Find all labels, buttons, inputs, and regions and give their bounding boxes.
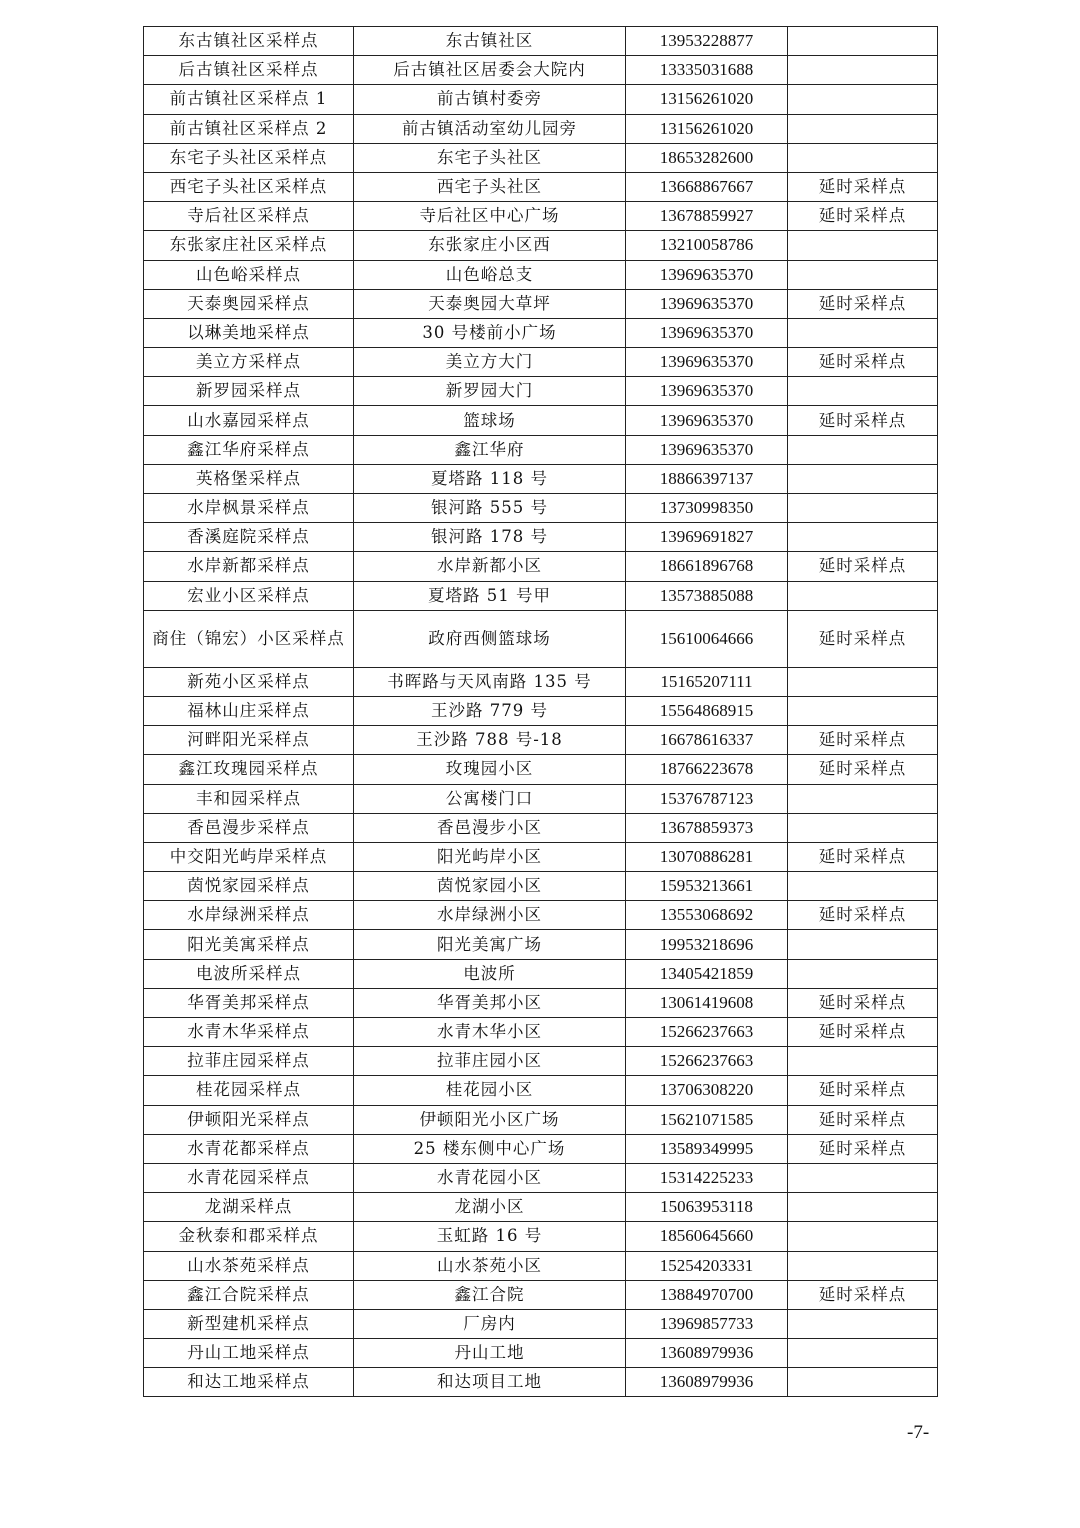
note-cell	[788, 114, 938, 143]
phone-cell: 13969635370	[626, 377, 788, 406]
phone-cell: 13678859373	[626, 813, 788, 842]
site-name-cell: 后古镇社区采样点	[144, 56, 354, 85]
site-name-cell: 阳光美寓采样点	[144, 930, 354, 959]
site-name-cell: 拉菲庄园采样点	[144, 1047, 354, 1076]
address-cell: 鑫江华府	[354, 435, 626, 464]
table-row	[144, 1251, 938, 1280]
address-cell: 山色峪总支	[354, 260, 626, 289]
note-cell: 延时采样点	[788, 901, 938, 930]
site-name-cell: 桂花园采样点	[144, 1076, 354, 1105]
note-cell: 延时采样点	[788, 1134, 938, 1163]
table-row	[144, 27, 938, 56]
phone-cell: 13573885088	[626, 581, 788, 610]
address-cell: 拉菲庄园小区	[354, 1047, 626, 1076]
site-name-cell: 山水嘉园采样点	[144, 406, 354, 435]
site-name-cell: 宏业小区采样点	[144, 581, 354, 610]
phone-cell: 13608979936	[626, 1339, 788, 1368]
note-cell	[788, 1222, 938, 1251]
table-row	[144, 231, 938, 260]
site-name-cell: 东宅子头社区采样点	[144, 143, 354, 172]
phone-cell: 15621071585	[626, 1105, 788, 1134]
phone-cell: 18766223678	[626, 755, 788, 784]
address-cell: 水青花园小区	[354, 1163, 626, 1192]
site-name-cell: 西宅子头社区采样点	[144, 172, 354, 201]
table-row	[144, 872, 938, 901]
phone-cell: 13953228877	[626, 27, 788, 56]
note-cell: 延时采样点	[788, 348, 938, 377]
address-cell: 电波所	[354, 959, 626, 988]
address-cell: 玫瑰园小区	[354, 755, 626, 784]
address-cell: 后古镇社区居委会大院内	[354, 56, 626, 85]
note-cell	[788, 318, 938, 347]
address-cell: 夏塔路 118 号	[354, 464, 626, 493]
phone-cell: 18866397137	[626, 464, 788, 493]
phone-cell: 13589349995	[626, 1134, 788, 1163]
table-row	[144, 696, 938, 725]
address-cell: 银河路 555 号	[354, 494, 626, 523]
phone-cell: 13969635370	[626, 348, 788, 377]
note-cell	[788, 143, 938, 172]
site-name-cell: 龙湖采样点	[144, 1193, 354, 1222]
table-row	[144, 1163, 938, 1192]
address-cell: 茵悦家园小区	[354, 872, 626, 901]
page-number: -7-	[907, 1422, 930, 1443]
site-name-cell: 寺后社区采样点	[144, 202, 354, 231]
site-name-cell: 鑫江玫瑰园采样点	[144, 755, 354, 784]
site-name-cell: 丰和园采样点	[144, 784, 354, 813]
site-name-cell: 以琳美地采样点	[144, 318, 354, 347]
table-row	[144, 172, 938, 201]
site-name-cell: 前古镇社区采样点 2	[144, 114, 354, 143]
note-cell	[788, 464, 938, 493]
note-cell	[788, 377, 938, 406]
site-name-cell: 河畔阳光采样点	[144, 726, 354, 755]
phone-cell: 15266237663	[626, 1018, 788, 1047]
note-cell: 延时采样点	[788, 1076, 938, 1105]
note-cell	[788, 56, 938, 85]
table-row	[144, 552, 938, 581]
note-cell: 延时采样点	[788, 842, 938, 871]
table-row	[144, 260, 938, 289]
note-cell: 延时采样点	[788, 1105, 938, 1134]
phone-cell: 15266237663	[626, 1047, 788, 1076]
phone-cell: 15610064666	[626, 610, 788, 667]
site-name-cell: 天泰奥园采样点	[144, 289, 354, 318]
address-cell: 东古镇社区	[354, 27, 626, 56]
phone-cell: 13405421859	[626, 959, 788, 988]
note-cell	[788, 1339, 938, 1368]
phone-cell: 15953213661	[626, 872, 788, 901]
note-cell: 延时采样点	[788, 1280, 938, 1309]
address-cell: 阳光屿岸小区	[354, 842, 626, 871]
site-name-cell: 金秋泰和郡采样点	[144, 1222, 354, 1251]
phone-cell: 13969635370	[626, 435, 788, 464]
address-cell: 伊顿阳光小区广场	[354, 1105, 626, 1134]
note-cell: 延时采样点	[788, 406, 938, 435]
phone-cell: 13070886281	[626, 842, 788, 871]
phone-cell: 15314225233	[626, 1163, 788, 1192]
address-cell: 丹山工地	[354, 1339, 626, 1368]
phone-cell: 16678616337	[626, 726, 788, 755]
note-cell	[788, 27, 938, 56]
phone-cell: 13969691827	[626, 523, 788, 552]
note-cell	[788, 1368, 938, 1397]
table-row	[144, 318, 938, 347]
note-cell	[788, 1047, 938, 1076]
table-row	[144, 988, 938, 1017]
site-name-cell: 新型建机采样点	[144, 1309, 354, 1338]
site-name-cell: 水青花园采样点	[144, 1163, 354, 1192]
table-row	[144, 56, 938, 85]
address-cell: 山水茶苑小区	[354, 1251, 626, 1280]
site-name-cell: 山水茶苑采样点	[144, 1251, 354, 1280]
sampling-points-table	[143, 26, 938, 1397]
table-row	[144, 1222, 938, 1251]
phone-cell: 15376787123	[626, 784, 788, 813]
table-row	[144, 784, 938, 813]
address-cell: 新罗园大门	[354, 377, 626, 406]
table-row	[144, 143, 938, 172]
address-cell: 王沙路 779 号	[354, 696, 626, 725]
note-cell	[788, 667, 938, 696]
site-name-cell: 前古镇社区采样点 1	[144, 85, 354, 114]
note-cell	[788, 930, 938, 959]
address-cell: 东张家庄小区西	[354, 231, 626, 260]
address-cell: 水岸新都小区	[354, 552, 626, 581]
site-name-cell: 电波所采样点	[144, 959, 354, 988]
address-cell: 水岸绿洲小区	[354, 901, 626, 930]
table-row	[144, 202, 938, 231]
note-cell	[788, 494, 938, 523]
site-name-cell: 伊顿阳光采样点	[144, 1105, 354, 1134]
note-cell	[788, 1309, 938, 1338]
note-cell	[788, 260, 938, 289]
address-cell: 公寓楼门口	[354, 784, 626, 813]
address-cell: 寺后社区中心广场	[354, 202, 626, 231]
table-row	[144, 1368, 938, 1397]
address-cell: 天泰奥园大草坪	[354, 289, 626, 318]
note-cell	[788, 1163, 938, 1192]
table-row	[144, 581, 938, 610]
note-cell: 延时采样点	[788, 289, 938, 318]
note-cell	[788, 85, 938, 114]
site-name-cell: 新苑小区采样点	[144, 667, 354, 696]
address-cell: 书晖路与天风南路 135 号	[354, 667, 626, 696]
note-cell	[788, 435, 938, 464]
phone-cell: 13156261020	[626, 85, 788, 114]
table-row	[144, 1047, 938, 1076]
note-cell	[788, 231, 938, 260]
phone-cell: 13969635370	[626, 318, 788, 347]
site-name-cell: 丹山工地采样点	[144, 1339, 354, 1368]
table-row	[144, 114, 938, 143]
address-cell: 西宅子头社区	[354, 172, 626, 201]
table-row	[144, 959, 938, 988]
note-cell: 延时采样点	[788, 172, 938, 201]
phone-cell: 13969635370	[626, 406, 788, 435]
table-row	[144, 667, 938, 696]
site-name-cell: 新罗园采样点	[144, 377, 354, 406]
note-cell: 延时采样点	[788, 1018, 938, 1047]
phone-cell: 13061419608	[626, 988, 788, 1017]
address-cell: 前古镇村委旁	[354, 85, 626, 114]
table-row	[144, 813, 938, 842]
note-cell: 延时采样点	[788, 726, 938, 755]
phone-cell: 18661896768	[626, 552, 788, 581]
phone-cell: 13156261020	[626, 114, 788, 143]
site-name-cell: 山色峪采样点	[144, 260, 354, 289]
site-name-cell: 中交阳光屿岸采样点	[144, 842, 354, 871]
address-cell: 香邑漫步小区	[354, 813, 626, 842]
address-cell: 美立方大门	[354, 348, 626, 377]
table-row	[144, 901, 938, 930]
site-name-cell: 鑫江合院采样点	[144, 1280, 354, 1309]
address-cell: 鑫江合院	[354, 1280, 626, 1309]
table-row	[144, 289, 938, 318]
site-name-cell: 福林山庄采样点	[144, 696, 354, 725]
site-name-cell: 香邑漫步采样点	[144, 813, 354, 842]
address-cell: 夏塔路 51 号甲	[354, 581, 626, 610]
address-cell: 东宅子头社区	[354, 143, 626, 172]
address-cell: 和达项目工地	[354, 1368, 626, 1397]
phone-cell: 13730998350	[626, 494, 788, 523]
note-cell	[788, 1251, 938, 1280]
site-name-cell: 水岸绿洲采样点	[144, 901, 354, 930]
site-name-cell: 华胥美邦采样点	[144, 988, 354, 1017]
site-name-cell: 鑫江华府采样点	[144, 435, 354, 464]
site-name-cell: 美立方采样点	[144, 348, 354, 377]
note-cell	[788, 696, 938, 725]
site-name-cell: 英格堡采样点	[144, 464, 354, 493]
table-row	[144, 610, 938, 667]
phone-cell: 13553068692	[626, 901, 788, 930]
note-cell	[788, 523, 938, 552]
table-row	[144, 1280, 938, 1309]
phone-cell: 13608979936	[626, 1368, 788, 1397]
table-row	[144, 85, 938, 114]
table-row	[144, 1076, 938, 1105]
table-row	[144, 726, 938, 755]
note-cell: 延时采样点	[788, 755, 938, 784]
note-cell	[788, 959, 938, 988]
note-cell	[788, 813, 938, 842]
phone-cell: 13210058786	[626, 231, 788, 260]
phone-cell: 15564868915	[626, 696, 788, 725]
note-cell	[788, 784, 938, 813]
address-cell: 政府西侧篮球场	[354, 610, 626, 667]
address-cell: 玉虹路 16 号	[354, 1222, 626, 1251]
table-row	[144, 755, 938, 784]
address-cell: 银河路 178 号	[354, 523, 626, 552]
phone-cell: 13668867667	[626, 172, 788, 201]
note-cell	[788, 872, 938, 901]
phone-cell: 13678859927	[626, 202, 788, 231]
table-row	[144, 1018, 938, 1047]
table-row	[144, 377, 938, 406]
table-row	[144, 930, 938, 959]
phone-cell: 13884970700	[626, 1280, 788, 1309]
note-cell	[788, 581, 938, 610]
table-row	[144, 435, 938, 464]
table-row	[144, 348, 938, 377]
table-row	[144, 1309, 938, 1338]
phone-cell: 15165207111	[626, 667, 788, 696]
site-name-cell: 东张家庄社区采样点	[144, 231, 354, 260]
note-cell: 延时采样点	[788, 552, 938, 581]
address-cell: 厂房内	[354, 1309, 626, 1338]
site-name-cell: 水青木华采样点	[144, 1018, 354, 1047]
address-cell: 水青木华小区	[354, 1018, 626, 1047]
address-cell: 桂花园小区	[354, 1076, 626, 1105]
phone-cell: 13969635370	[626, 289, 788, 318]
table-row	[144, 523, 938, 552]
table-row	[144, 1105, 938, 1134]
table-row	[144, 464, 938, 493]
phone-cell: 13706308220	[626, 1076, 788, 1105]
table-row	[144, 406, 938, 435]
note-cell: 延时采样点	[788, 988, 938, 1017]
note-cell: 延时采样点	[788, 202, 938, 231]
note-cell: 延时采样点	[788, 610, 938, 667]
table-row	[144, 1134, 938, 1163]
note-cell	[788, 1193, 938, 1222]
address-cell: 华胥美邦小区	[354, 988, 626, 1017]
phone-cell: 13335031688	[626, 56, 788, 85]
phone-cell: 19953218696	[626, 930, 788, 959]
site-name-cell: 水岸枫景采样点	[144, 494, 354, 523]
table-row	[144, 1193, 938, 1222]
address-cell: 王沙路 788 号-18	[354, 726, 626, 755]
address-cell: 龙湖小区	[354, 1193, 626, 1222]
site-name-cell: 茵悦家园采样点	[144, 872, 354, 901]
address-cell: 前古镇活动室幼儿园旁	[354, 114, 626, 143]
table-row	[144, 1339, 938, 1368]
address-cell: 篮球场	[354, 406, 626, 435]
phone-cell: 15254203331	[626, 1251, 788, 1280]
phone-cell: 18653282600	[626, 143, 788, 172]
address-cell: 阳光美寓广场	[354, 930, 626, 959]
site-name-cell: 香溪庭院采样点	[144, 523, 354, 552]
address-cell: 30 号楼前小广场	[354, 318, 626, 347]
phone-cell: 18560645660	[626, 1222, 788, 1251]
address-cell: 25 楼东侧中心广场	[354, 1134, 626, 1163]
table-row	[144, 494, 938, 523]
phone-cell: 13969857733	[626, 1309, 788, 1338]
phone-cell: 13969635370	[626, 260, 788, 289]
table-row	[144, 842, 938, 871]
site-name-cell: 商住（锦宏）小区采样点	[144, 610, 354, 667]
site-name-cell: 水青花都采样点	[144, 1134, 354, 1163]
site-name-cell: 水岸新都采样点	[144, 552, 354, 581]
table-body	[144, 27, 938, 1397]
site-name-cell: 和达工地采样点	[144, 1368, 354, 1397]
site-name-cell: 东古镇社区采样点	[144, 27, 354, 56]
phone-cell: 15063953118	[626, 1193, 788, 1222]
